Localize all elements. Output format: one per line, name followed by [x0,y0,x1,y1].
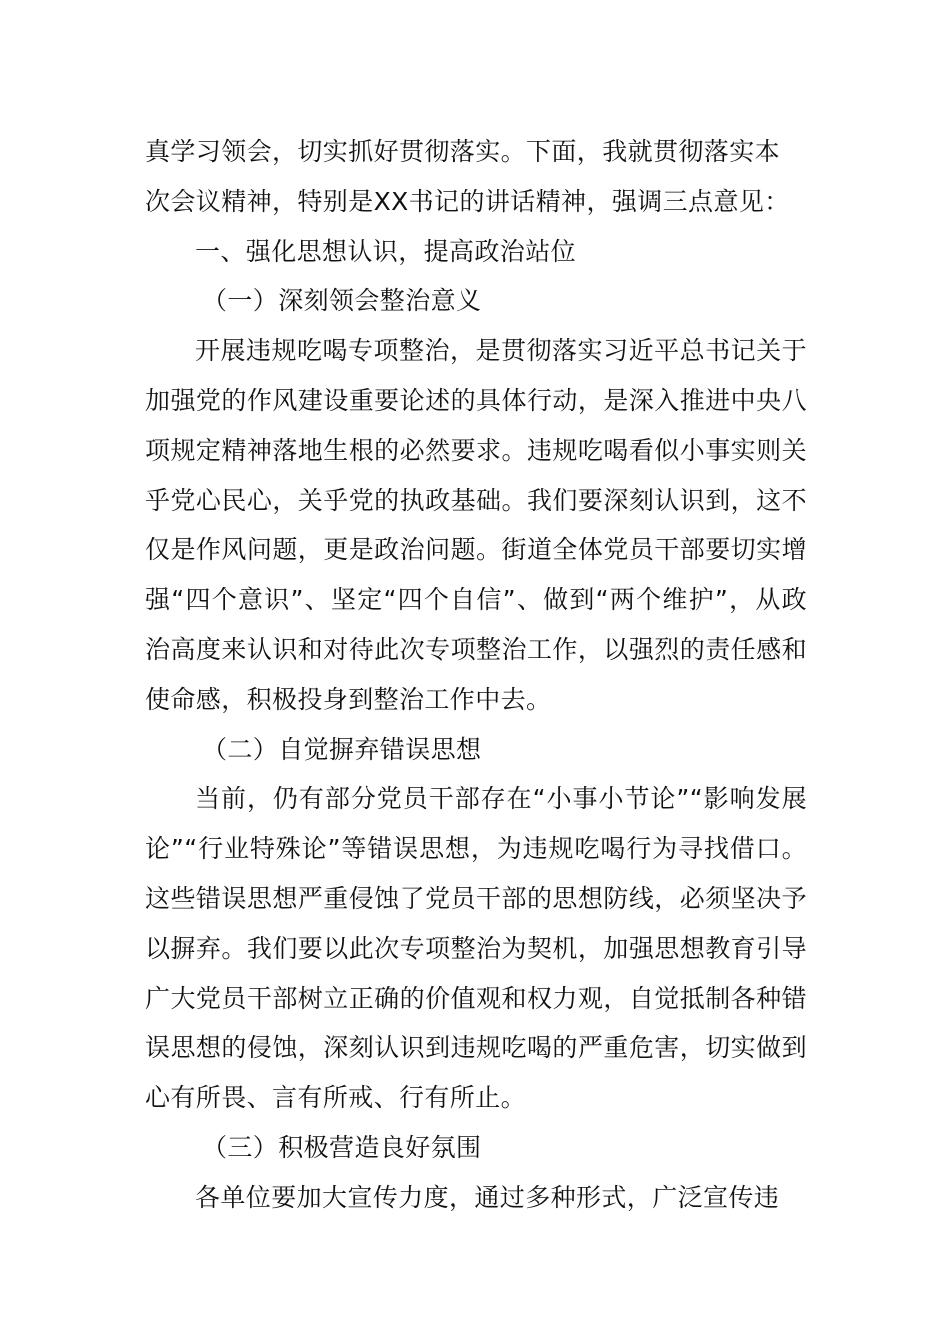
subsection-body-1: 开展违规吃喝专项整治，是贯彻落实习近平总书记关于加强党的作风建设重要论述的具体行动，是深入推进中央八项规定精神落地生根的必然要求。违规吃喝看似小事实则关乎党心民心，关乎党的执政基础。我们要深刻认识到，这不仅是作风问题，更是政治问题。街道全体党员干部要切实增强“四个意识”、坚定“四个自信”、做到“两个维护”，从政治高度来认识和对待此次专项整治工作，以强烈的责任感和使命感，积极投身到整治工作中去。 [145,336,807,714]
continuation-line-2: 次会议精神，特别是XX书记的讲话精神，强调三点意见： [145,186,790,216]
continuation-paragraph [145,127,807,227]
subsection-body-2: 当前，仍有部分党员干部存在“小事小节论”“影响发展论”“行业特殊论”等错误思想，为违规吃喝行为寻找借口。这些错误思想严重侵蚀了党员干部的思想防线，必须坚决予以摒弃。我们要以此次专项整治为契机，加强思想教育引导广大党员干部树立正确的价值观和权力观，自觉抵制各种错误思想的侵蚀，深刻认识到违规吃喝的严重危害，切实做到心有所畏、言有所戒、行有所止。 [145,784,807,1113]
section-heading-1: 一、强化思想认识，提高政治站位 [195,236,577,266]
subsection-body-3: 各单位要加大宣传力度，通过多种形式，广泛宣传违 [195,1182,780,1212]
continuation-line-1: 真学习领会，切实抓好贯彻落实。下面，我就贯彻落实本 [145,137,781,166]
document-body [145,127,807,1223]
subsection-heading-3: （三）积极营造良好氛围 [202,1132,482,1162]
subsection-heading-1: （一）深刻领会整治意义 [202,286,482,316]
subsection-heading-2: （二）自觉摒弃错误思想 [202,734,482,764]
